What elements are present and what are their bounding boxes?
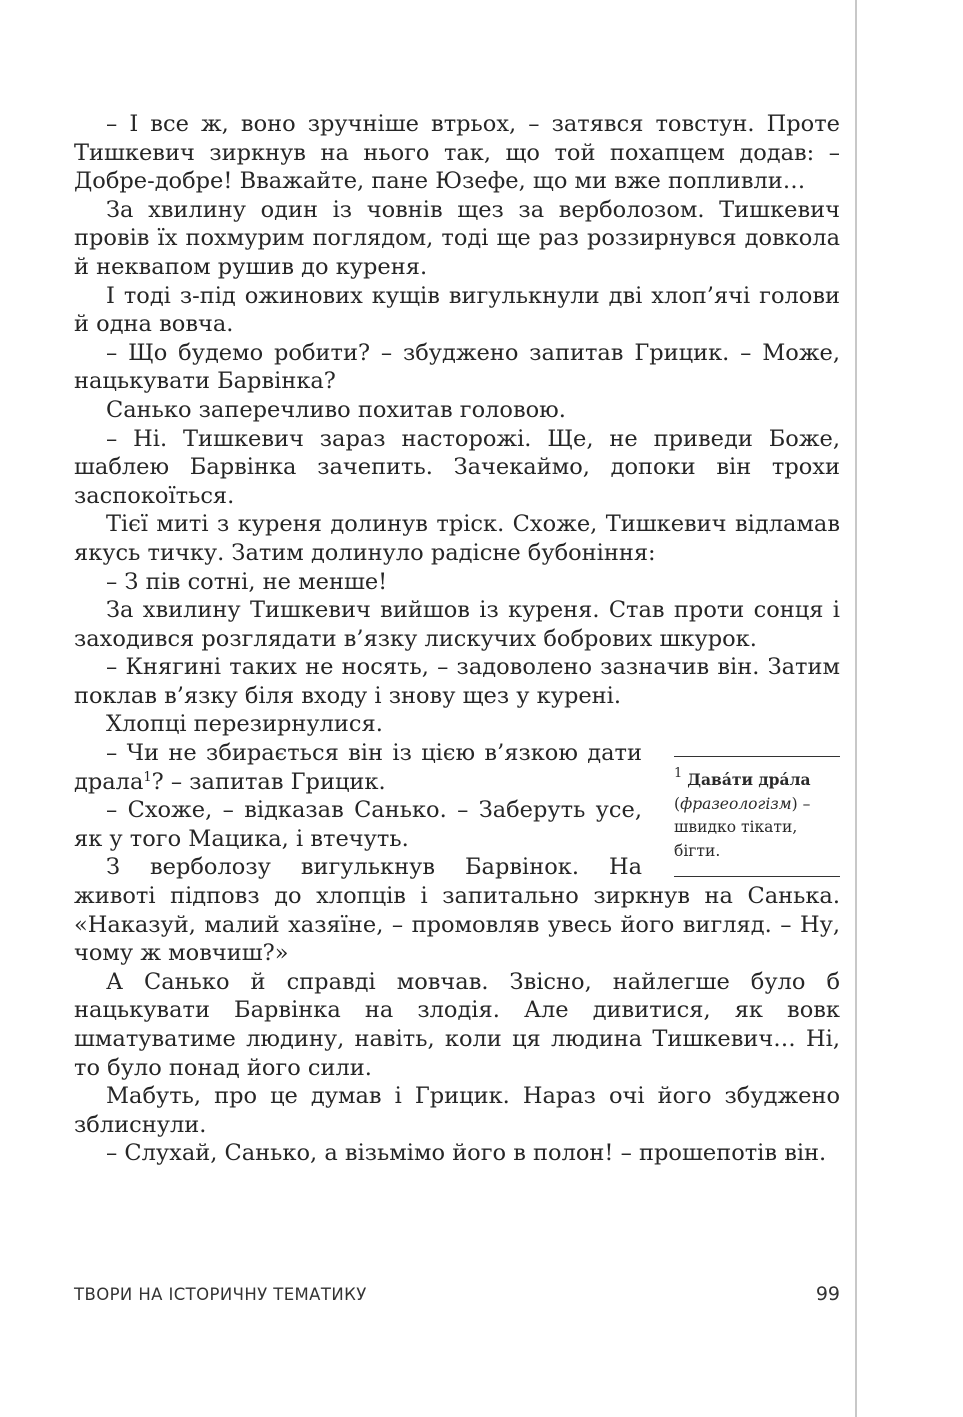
paragraph: Санько заперечливо похитав головою.: [106, 396, 566, 423]
paragraph: – Що будемо робити? – збуджено запитав Грицик. – Може, нацькувати Барвінка?: [74, 339, 840, 395]
paragraph: Хлопці перезирнулися.: [106, 711, 383, 738]
footnote-note: [674, 793, 840, 817]
running-footer-title: ТВОРИ НА ІСТОРИЧНУ ТЕМАТИКУ: [74, 1285, 367, 1304]
paragraph-continuation: животі підповз до хлопців і запитально зиркнув на Санька. «Наказуй, малий хазяїне, – промовляв увесь його вигляд. – Ну, чому ж мовчиш?»: [74, 883, 840, 967]
page-number: 99: [815, 1283, 840, 1305]
footnote-term: Дава́ти дра́ла: [687, 770, 811, 789]
footnote-mark: 1: [674, 766, 683, 781]
paragraph: За хвилину один із човнів щез за верболозом. Тишкевич провів їх похмурим поглядом, тоді ще раз роззирнувся довкола й неквапом рушив до куреня.: [74, 196, 840, 280]
paragraph: За хвилину Тишкевич вийшов із куреня. Став проти сонця і заходився розглядати в’язку лискучих бобрових шкурок.: [74, 597, 840, 652]
footnote-reference: 1: [143, 769, 152, 785]
paragraph: – Слухай, Санько, а візьмімо його в полон! – прошепотів він.: [106, 1140, 827, 1167]
main-text: [74, 110, 840, 1168]
paragraph: Тієї миті з куреня долинув тріск. Схоже, Тишкевич відламав якусь тичку. Затим долинуло радісне бубоніння:: [74, 511, 840, 566]
footnote-paren: ) –: [791, 794, 811, 813]
paragraph: – І все ж, воно зручніше втрьох, – затявся товстун. Проте Тишкевич зиркнув на нього так, що той похапцем додав: – Добре-добре! Вважайте, пане Юзефе, що ми вже попливли…: [74, 111, 840, 195]
footnote-box: [674, 756, 840, 877]
footnote-entry: [674, 768, 840, 793]
paragraph: І тоді з-під ожинових кущів вигулькнули дві хлоп’ячі голови й одна вовча.: [74, 282, 840, 338]
paragraph-text: – Чи не збирається він із цією в’язкою дати драла: [74, 740, 642, 795]
footnote-paren: (: [674, 794, 681, 813]
footnote-definition: швидко тікати, бігти.: [674, 818, 798, 860]
paragraph-with-footnote: [74, 739, 642, 796]
paragraph: З верболозу вигулькнув Барвінок. На: [106, 854, 642, 881]
footnote-category: фразеологізм: [680, 794, 792, 813]
paragraph: – Княгині таких не носять, – задоволено зазначив він. Затим поклав в’язку біля входу і знову щез у курені.: [74, 654, 840, 709]
paragraph: – З пів сотні, не менше!: [106, 568, 388, 595]
footnote-wrap-zone: [74, 710, 642, 882]
paragraph: Мабуть, про це думав і Грицик. Нараз очі його збуджено зблиснули.: [74, 1083, 840, 1138]
paragraph: – Схоже, – відказав Санько. – Заберуть усе, як у того Мацика, і втечуть.: [74, 797, 642, 852]
paragraph: – Ні. Тишкевич зараз насторожі. Ще, не приведи Боже, шаблею Барвінка зачепить. Зачекаймо, допоки він трохи заспокоїться.: [74, 425, 840, 509]
paragraph-text: ? – запитав Грицик.: [151, 768, 386, 795]
paragraph: А Санько й справді мовчав. Звісно, найлегше було б нацькувати Барвінка на злодія. Але дивитися, як вовк шматуватиме людину, навіть, коли ця людина Тишкевич… Ні, то було понад його сили.: [74, 968, 840, 1081]
page-edge-line: [855, 0, 857, 1417]
